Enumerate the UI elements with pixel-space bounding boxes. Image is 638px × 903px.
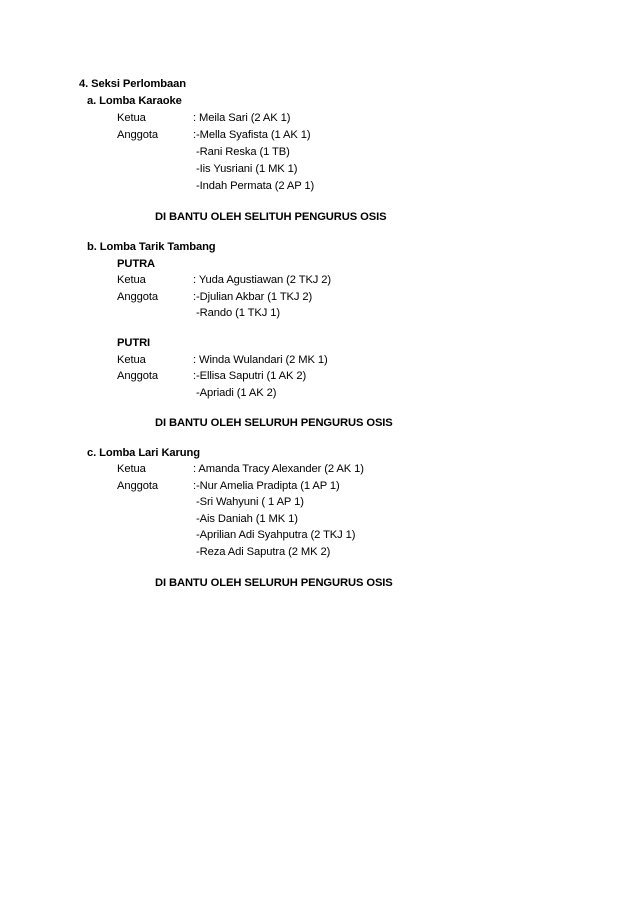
karaoke-ketua-value: : Meila Sari (2 AK 1) <box>193 112 291 124</box>
karaoke-anggota-label: Anggota <box>117 129 158 141</box>
putra-ketua-label: Ketua <box>117 274 146 286</box>
karung-member: -Reza Adi Saputra (2 MK 2) <box>196 546 331 558</box>
putra-member: :-Djulian Akbar (1 TKJ 2) <box>193 291 313 303</box>
karung-member: -Aprilian Adi Syahputra (2 TKJ 1) <box>196 529 356 541</box>
tarik-title: b. Lomba Tarik Tambang <box>87 241 216 253</box>
putri-ketua-value: : Winda Wulandari (2 MK 1) <box>193 354 328 366</box>
karaoke-title: a. Lomba Karaoke <box>87 95 182 107</box>
karung-ketua-label: Ketua <box>117 463 146 475</box>
putra-label: PUTRA <box>117 258 156 270</box>
section-heading: 4. Seksi Perlombaan <box>79 78 186 90</box>
putri-member: :-Ellisa Saputri (1 AK 2) <box>193 370 307 382</box>
karung-member: -Sri Wahyuni ( 1 AP 1) <box>196 496 304 508</box>
putri-member: -Apriadi (1 AK 2) <box>196 387 277 399</box>
karaoke-member: :-Mella Syafista (1 AK 1) <box>193 129 311 141</box>
karung-title: c. Lomba Lari Karung <box>87 447 200 459</box>
putra-ketua-value: : Yuda Agustiawan (2 TKJ 2) <box>193 274 332 286</box>
karung-anggota-label: Anggota <box>117 480 158 492</box>
karung-member: -Ais Daniah (1 MK 1) <box>196 513 298 525</box>
karaoke-member: -Rani Reska (1 TB) <box>196 146 290 158</box>
tarik-note: DI BANTU OLEH SELURUH PENGURUS OSIS <box>155 417 393 429</box>
putri-anggota-label: Anggota <box>117 370 158 382</box>
karung-ketua-value: : Amanda Tracy Alexander (2 AK 1) <box>193 463 364 475</box>
putra-member: -Rando (1 TKJ 1) <box>196 307 280 319</box>
putri-label: PUTRI <box>117 337 151 349</box>
putri-ketua-label: Ketua <box>117 354 146 366</box>
karaoke-note: DI BANTU OLEH SELITUH PENGURUS OSIS <box>155 211 387 223</box>
putra-anggota-label: Anggota <box>117 291 158 303</box>
karung-note: DI BANTU OLEH SELURUH PENGURUS OSIS <box>155 577 393 589</box>
karaoke-member: -Indah Permata (2 AP 1) <box>196 180 315 192</box>
karaoke-ketua-label: Ketua <box>117 112 146 124</box>
karaoke-member: -Iis Yusriani (1 MK 1) <box>196 163 298 175</box>
karung-member: :-Nur Amelia Pradipta (1 AP 1) <box>193 480 340 492</box>
